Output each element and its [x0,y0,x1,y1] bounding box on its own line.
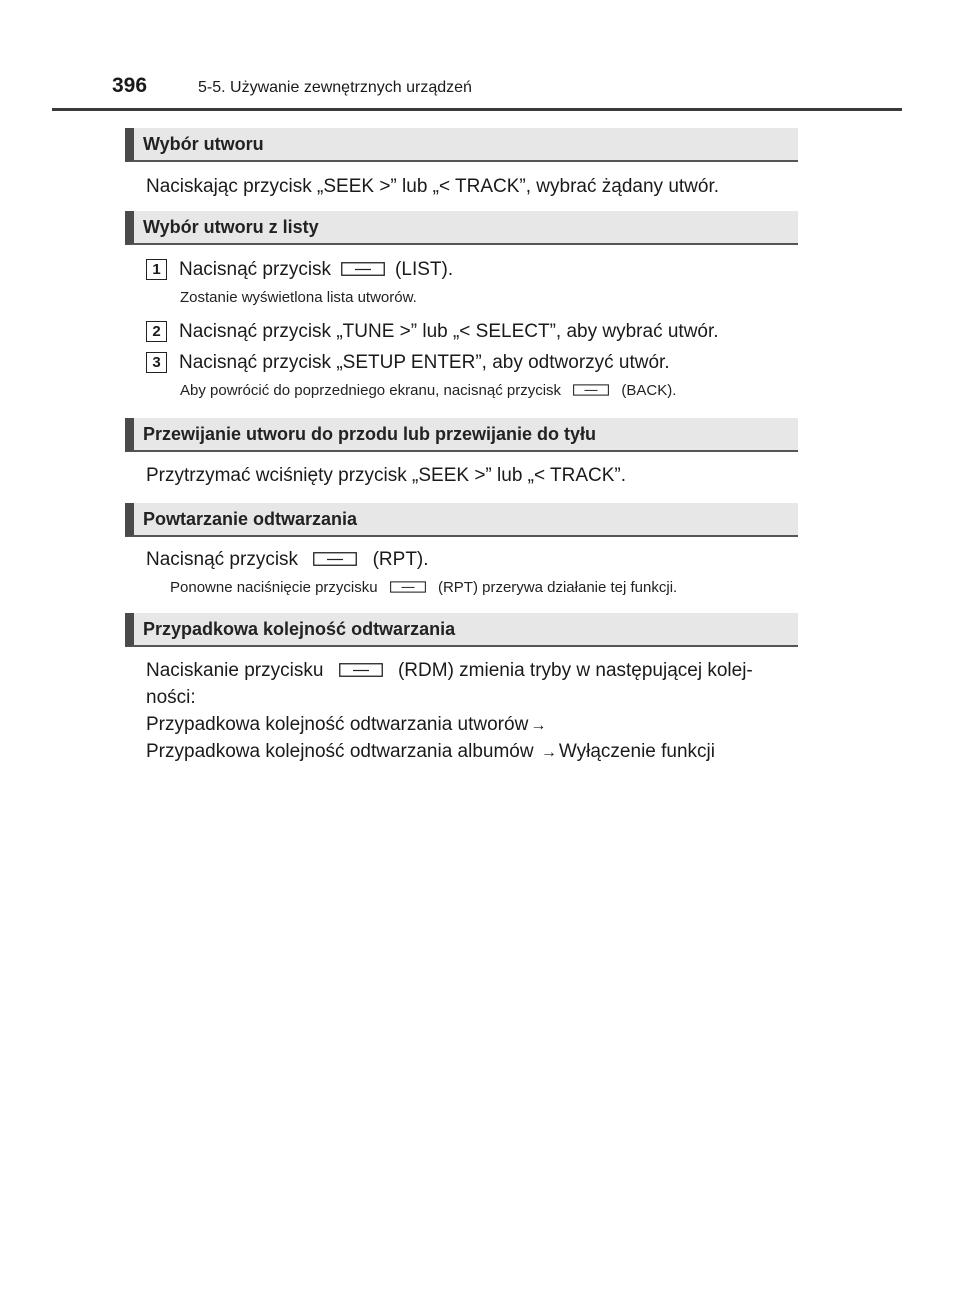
repeat-text-after: (RPT). [372,549,429,570]
random-line-4 [146,738,715,766]
random-mode-off: Wyłączenie funkcji [558,741,715,762]
note-text-after: (BACK). [621,382,677,399]
section-heading-seek: Przewijanie utworu do przodu lub przewijanie do tyłu [125,418,798,452]
section-heading-list-select: Wybór utworu z listy [125,211,798,245]
seek-text: Przytrzymać wciśnięty przycisk „SEEK >” lub „< TRACK”. [146,465,627,486]
step-number-badge: 1 [146,259,167,280]
repeat-note [170,578,677,598]
section-heading-track-select: Wybór utworu [125,128,798,162]
step-number-badge: 2 [146,321,167,342]
list-step-1 [146,256,453,283]
list-step-1-note: Zostanie wyświetlona lista utworów. [180,289,417,306]
repeat-text [146,546,429,573]
arrow-right-icon: → [540,744,557,761]
rdm-button-icon [339,663,383,677]
header-divider [52,108,902,111]
random-text-before: Naciskanie przycisku [146,660,324,681]
rpt-button-icon [313,552,357,566]
random-line-2: ności: [146,687,196,708]
repeat-text-before: Nacisnąć przycisk [146,549,299,570]
page-number: 396 [112,74,148,97]
step-number-badge: 3 [146,352,167,373]
track-select-text: Naciskając przycisk „SEEK >” lub „< TRACK”, wybrać żądany utwór. [146,176,720,197]
chapter-title: 5-5. Używanie zewnętrznych urządzeń [198,79,472,96]
section-heading-random: Przypadkowa kolejność odtwarzania [125,613,798,647]
step-text: Nacisnąć przycisk „TUNE >” lub „< SELECT”, aby wybrać utwór. [179,321,719,342]
note-text-before: Ponowne naciśnięcie przycisku [170,579,378,596]
random-text-after: (RDM) zmienia tryby w następującej kolej- [397,660,753,681]
random-mode-tracks: Przypadkowa kolejność odtwarzania utworów [146,714,529,735]
list-step-2 [146,318,719,345]
list-button-icon [341,262,385,276]
note-text-after: (RPT) przerywa działanie tej funkcji. [437,579,678,596]
step-text-after: (LIST). [395,259,454,280]
page-header [112,74,472,98]
list-step-3 [146,349,670,376]
back-button-icon [573,384,609,396]
section-heading-repeat: Powtarzanie odtwarzania [125,503,798,537]
list-step-3-note [180,381,676,401]
step-text: Nacisnąć przycisk „SETUP ENTER”, aby odtworzyć utwór. [179,352,670,373]
note-text-before: Aby powrócić do poprzedniego ekranu, nacisnąć przycisk [180,382,562,399]
rpt-button-icon [390,581,426,593]
random-line-3 [146,711,548,739]
arrow-right-icon: → [530,717,547,734]
step-text-before: Nacisnąć przycisk [179,259,332,280]
random-line-1 [146,657,753,684]
random-mode-albums: Przypadkowa kolejność odtwarzania albumów [146,741,534,762]
